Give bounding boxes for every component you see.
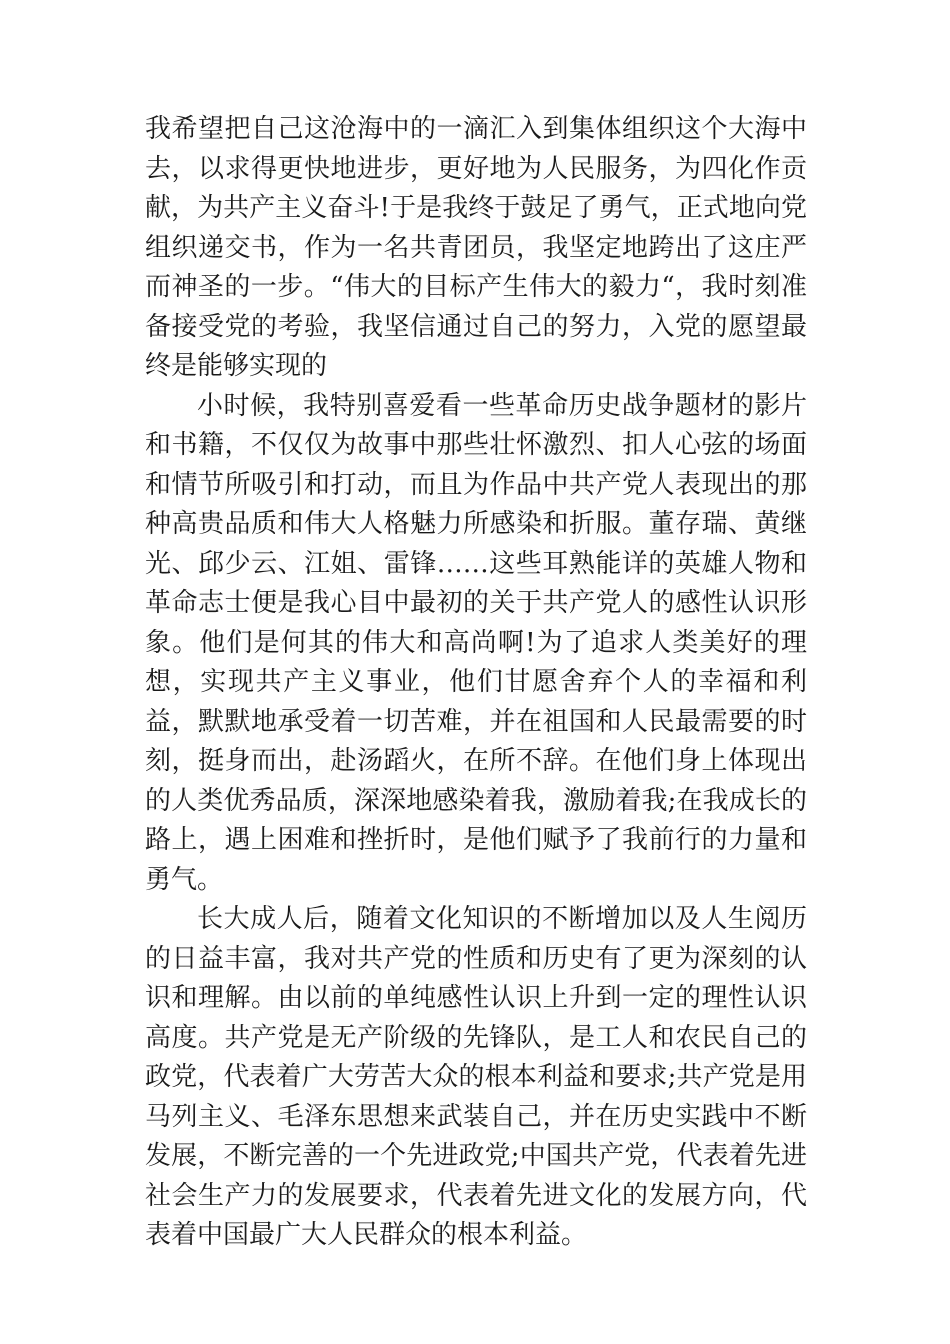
paragraph-2: 小时候，我特别喜爱看一些革命历史战争题材的影片和书籍，不仅仅为故事中那些壮怀激烈、扣人心弦的场面和情节所吸引和打动，而且为作品中共产党人表现出的那种高贵品质和伟大人格魅力所感染和折服。董存瑞、黄继光、邱少云、江姐、雷锋……这些耳熟能详的英雄人物和革命志士便是我心目中最初的关于共产党人的感性认识形象。他们是何其的伟大和高尚啊!为了追求人类美好的理想，实现共产主义事业，他们甘愿舍弃个人的幸福和利益，默默地承受着一切苦难，并在祖国和人民最需要的时刻，挺身而出，赴汤蹈火，在所不辞。在他们身上体现出的人类优秀品质，深深地感染着我，激励着我;在我成长的路上，遇上困难和挫折时，是他们赋予了我前行的力量和勇气。 <box>145 390 807 895</box>
paragraph-1: 我希望把自己这沧海中的一滴汇入到集体组织这个大海中去，以求得更快地进步，更好地为人民服务，为四化作贡献，为共产主义奋斗!于是我终于鼓足了勇气，正式地向党组织递交书，作为一名共青团员，我坚定地跨出了这庄严而神圣的一步。“伟大的目标产生伟大的毅力“，我时刻准备接受党的考验，我坚信通过自己的努力，入党的愿望最终是能够实现的 <box>145 114 807 381</box>
document-body <box>145 110 807 1256</box>
paragraph-3: 长大成人后，随着文化知识的不断增加以及人生阅历的日益丰富，我对共产党的性质和历史有了更为深刻的认识和理解。由以前的单纯感性认识上升到一定的理性认识高度。共产党是无产阶级的先锋队，是工人和农民自己的政党，代表着广大劳苦大众的根本利益和要求;共产党是用马列主义、毛泽东思想来武装自己，并在历史实践中不断发展，不断完善的一个先进政党;中国共产党，代表着先进社会生产力的发展要求，代表着先进文化的发展方向，代表着中国最广大人民群众的根本利益。 <box>145 904 807 1250</box>
